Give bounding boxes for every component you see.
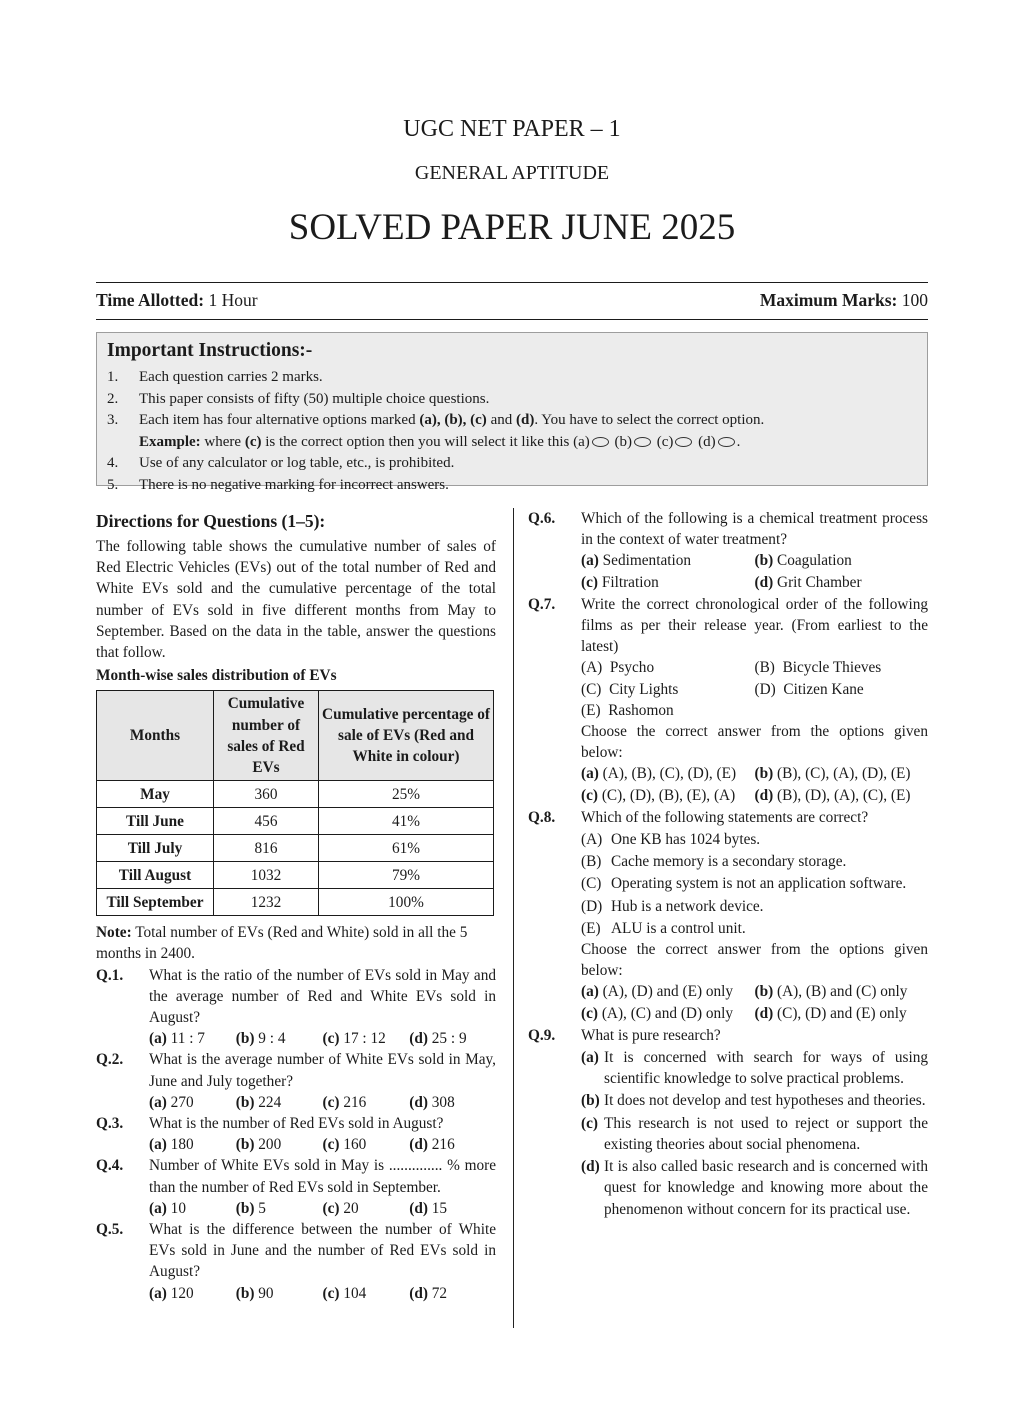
question-3 (96, 1113, 496, 1155)
question-9 (528, 1025, 928, 1220)
option: (a) 180 (149, 1136, 194, 1154)
list-item: (D) Hub is a network device. (581, 897, 764, 915)
option: (b) 9 : 4 (235, 1030, 286, 1048)
option: (d) 216 (409, 1136, 455, 1154)
list-item: (C) Operating system is not an application software. (581, 875, 907, 893)
column-divider (513, 508, 514, 1328)
question-text: What is the average number of White EVs sold in May, June and July together? (149, 1051, 496, 1090)
time-allotted: Time Allotted: 1 Hour (96, 290, 258, 310)
table-caption: Month-wise sales distribution of EVs (96, 667, 337, 685)
exam-info-row (96, 290, 928, 311)
table-row: Till July 816 61% (97, 835, 494, 862)
option: (a) 10 (149, 1199, 186, 1217)
question-text: What is the number of Red EVs sold in August? (149, 1115, 444, 1133)
option: (c) 20 (322, 1199, 359, 1217)
option: (a) Sedimentation (581, 552, 692, 570)
question-number: Q.2. (96, 1051, 124, 1069)
question-text: What is the ratio of the number of EVs sold in May and the average number of Red and White EVs sold in August? (149, 966, 496, 1027)
instruction-item: 3. Each item has four alternative options marked (a), (b), (c) and (d). You have to select the correct option. (107, 412, 765, 428)
question-number: Q.1. (96, 966, 124, 984)
choose-instruction: Choose the correct answer from the options given below: (581, 941, 928, 980)
ev-sales-table (96, 690, 494, 916)
option: (b) 5 (235, 1199, 266, 1217)
answer-bubble-icon (718, 437, 735, 447)
instruction-item: 2. This paper consists of fifty (50) multiple choice questions. (107, 390, 490, 407)
table-row: Till August 1032 79% (97, 862, 494, 889)
instructions-box (96, 332, 928, 493)
option: (c) 17 : 12 (322, 1030, 386, 1048)
list-item: (E) ALU is a control unit. (581, 919, 746, 937)
instructions-title: Important Instructions:- (107, 340, 313, 361)
option: (d) 308 (409, 1093, 455, 1111)
option: (a) (A), (D) and (E) only (581, 983, 734, 1001)
option: (a) (A), (B), (C), (D), (E) (581, 765, 737, 783)
option: (b) (A), (B) and (C) only (754, 983, 908, 1001)
instruction-item: 1. Each question carries 2 marks. (107, 369, 323, 385)
option: (c) 216 (322, 1093, 367, 1111)
option: (a) It is concerned with search for ways of using scientific knowledge to solve practical problems. (581, 1049, 928, 1088)
question-text: Write the correct chronological order of the following films as per their release year. (From earliest to the latest) (581, 595, 928, 656)
option: (b) It does not develop and test hypotheses and theories. (581, 1092, 926, 1110)
table-row: Till June 456 41% (97, 808, 494, 835)
option: (d) (C), (D) and (E) only (754, 1004, 907, 1022)
list-item: (A) Psycho (581, 659, 655, 677)
question-5 (96, 1219, 496, 1304)
table-row: May 360 25% (97, 781, 494, 808)
directions-title: Directions for Questions (1–5): (96, 511, 326, 531)
option: (c) 104 (322, 1284, 367, 1302)
question-text: What is the difference between the number of White EVs sold in June and the number of Red EVs sold in August? (149, 1221, 496, 1281)
question-2 (96, 1049, 496, 1113)
paper-subject-heading: GENERAL APTITUDE (414, 162, 610, 184)
question-text: Number of White EVs sold in May is .............. % more than the number of Red EVs sold in September. (149, 1157, 496, 1196)
question-text: Which of the following is a chemical treatment process in the context of water treatment? (581, 510, 928, 549)
maximum-marks: Maximum Marks: 100 (759, 290, 928, 310)
option: (c) (C), (D), (B), (E), (A) (581, 786, 736, 804)
option: (d) 72 (409, 1284, 448, 1302)
list-item: (A) One KB has 1024 bytes. (581, 831, 761, 849)
question-8 (528, 807, 928, 1024)
question-4 (96, 1155, 496, 1219)
option: (b) Coagulation (754, 552, 852, 570)
option: (d) Grit Chamber (754, 573, 862, 591)
instruction-item: 4. Use of any calculator or log table, etc., is prohibited. (107, 455, 455, 471)
instruction-example: Example: where (c) is the correct option then you will select it like this (a) (b) (c) (d) . (139, 433, 741, 450)
list-item: (B) Bicycle Thieves (754, 659, 882, 677)
question-number: Q.5. (96, 1221, 124, 1239)
option: (b) 224 (235, 1093, 282, 1111)
answer-bubble-icon (592, 437, 609, 447)
question-1 (96, 965, 496, 1050)
list-item: (C) City Lights (581, 680, 679, 698)
list-item: (E) Rashomon (581, 701, 674, 719)
list-item: (D) Citizen Kane (754, 680, 864, 698)
paper-series-heading: UGC NET PAPER – 1 (403, 116, 621, 142)
table-note: Note: Total number of EVs (Red and White) sold in all the 5 months in 2400. (96, 924, 468, 963)
left-column (96, 508, 496, 1304)
option: (c) Filtration (581, 573, 659, 591)
option: (b) 200 (235, 1136, 282, 1154)
right-column (528, 508, 928, 1220)
option: (a) 120 (149, 1284, 194, 1302)
top-divider (96, 282, 928, 283)
table-header-percentage: Cumulative percentage of sale of EVs (Red and White in colour) (319, 691, 494, 781)
option: (c) 160 (322, 1136, 367, 1154)
table-header-months: Months (97, 691, 214, 781)
question-number: Q.3. (96, 1115, 124, 1133)
question-6 (528, 508, 928, 593)
option: (d) 15 (409, 1199, 448, 1217)
option: (c) (A), (C) and (D) only (581, 1004, 734, 1022)
option: (b) 90 (235, 1284, 274, 1302)
option: (d) 25 : 9 (409, 1030, 467, 1048)
option: (c) This research is not used to reject or support the existing theories about social phenomena. (581, 1114, 928, 1153)
option: (a) 11 : 7 (149, 1030, 205, 1048)
question-number: Q.4. (96, 1157, 124, 1175)
table-header-red-evs: Cumulative number of sales of Red EVs (214, 691, 319, 781)
table-row: Till September 1232 100% (97, 889, 494, 916)
question-number: Q.7. (528, 595, 556, 613)
question-number: Q.6. (528, 510, 556, 527)
answer-bubble-icon (675, 437, 692, 447)
option: (b) (B), (C), (A), (D), (E) (754, 765, 911, 783)
bottom-divider (96, 319, 928, 320)
option: (a) 270 (149, 1093, 194, 1111)
question-7 (528, 594, 928, 806)
choose-instruction: Choose the correct answer from the options given below: (581, 723, 928, 762)
instruction-item: 5. There is no negative marking for incorrect answers. (107, 476, 449, 493)
questions-1-to-5 (96, 965, 496, 1304)
directions-text: The following table shows the cumulative number of sales of Red Electric Vehicles (EVs) out of the total number of Red and White EVs sold and the cumulative percentage of the total number of EVs sold in five different months from May to September. Based on the data in the table, answer the questions that follow. (96, 538, 496, 662)
list-item: (B) Cache memory is a secondary storage. (581, 853, 847, 871)
question-number: Q.9. (528, 1026, 556, 1044)
question-text: What is pure research? (581, 1026, 721, 1044)
question-text: Which of the following statements are correct? (581, 808, 869, 826)
option: (d) It is also called basic research and is concerned with quest for knowledge and knowing more about the phenomenon without concern for its practical use. (581, 1158, 928, 1218)
question-number: Q.8. (528, 808, 556, 826)
page-title: SOLVED PAPER JUNE 2025 (288, 207, 736, 248)
option: (d) (B), (D), (A), (C), (E) (754, 786, 911, 804)
answer-bubble-icon (634, 437, 651, 447)
